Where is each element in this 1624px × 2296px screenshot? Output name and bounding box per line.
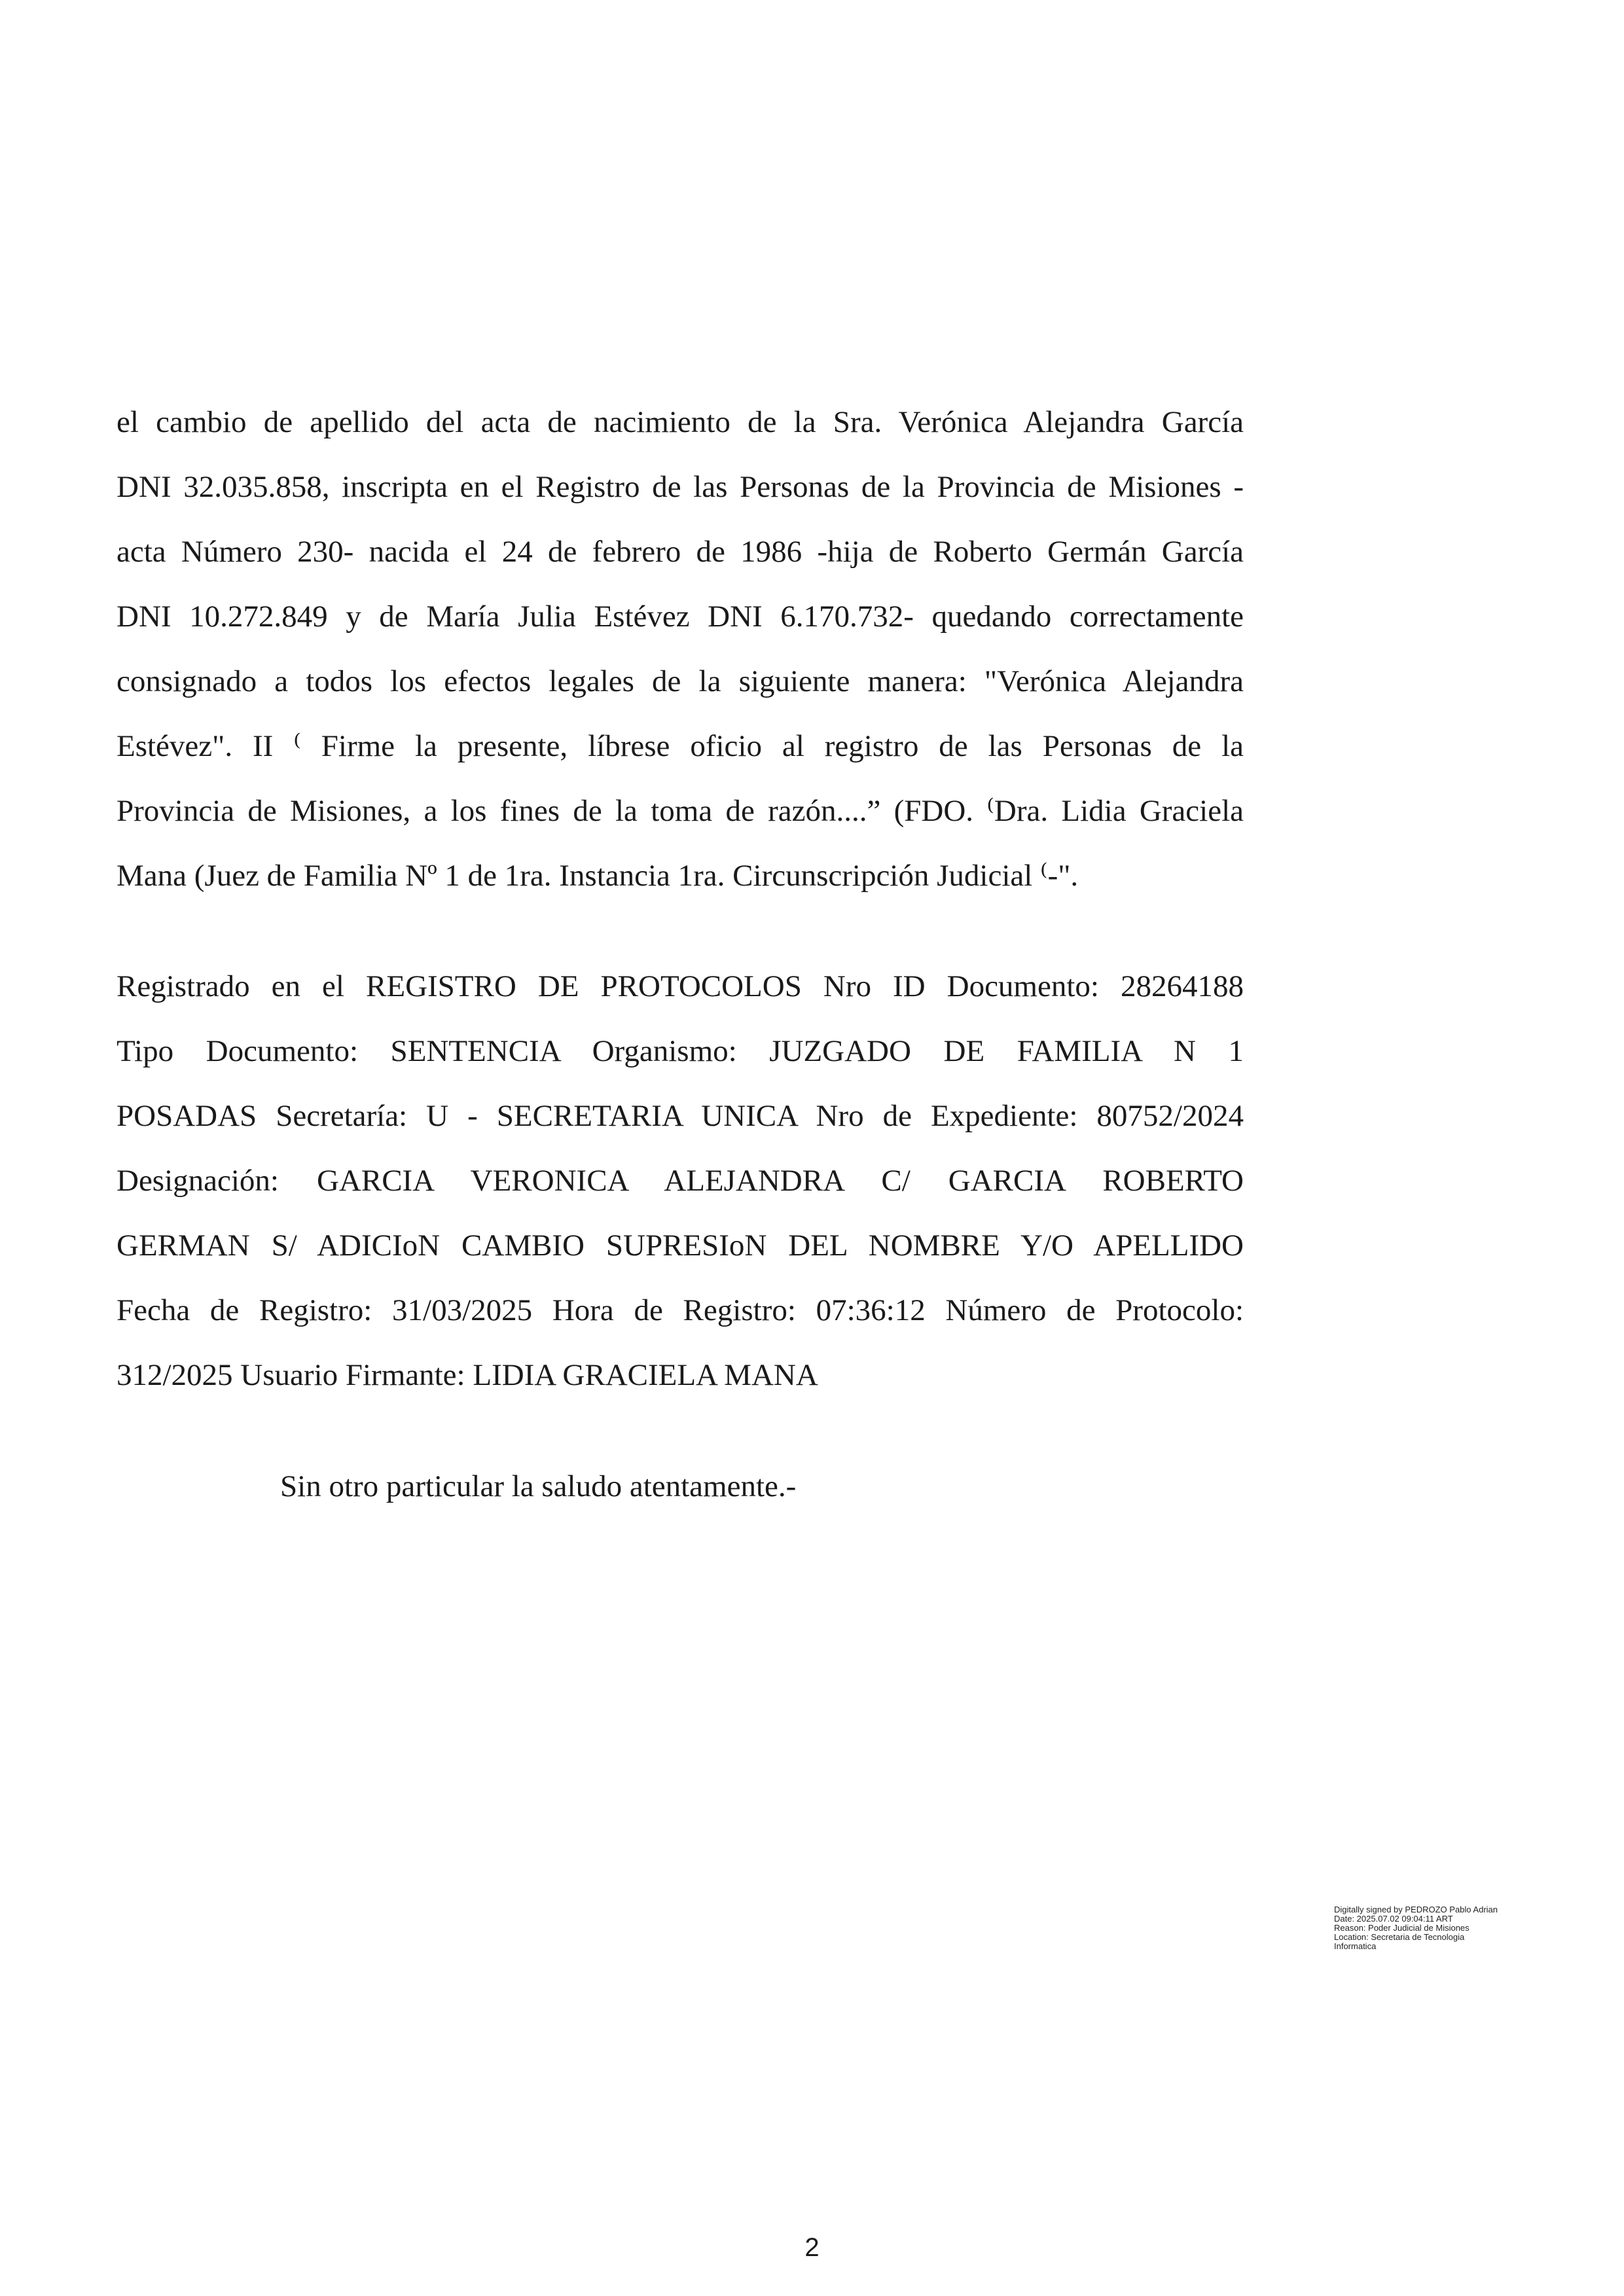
paragraph-line: Provincia de Misiones, a los fines de la toma de razón....” (FDO. ⁽Dra. Lidia Graciela	[117, 794, 1244, 828]
paragraph-line: consignado a todos los efectos legales de la siguiente manera: "Verónica Alejandra	[117, 664, 1244, 698]
signature-location-cont: Informatica	[1334, 1941, 1377, 1951]
signature-signed-by: Digitally signed by PEDROZO Pablo Adrian	[1334, 1905, 1498, 1914]
paragraph-line: Tipo Documento: SENTENCIA Organismo: JUZGADO DE FAMILIA N 1	[117, 1034, 1244, 1068]
paragraph-line: GERMAN S/ ADICIoN CAMBIO SUPRESIoN DEL NOMBRE Y/O APELLIDO	[117, 1229, 1244, 1263]
signature-reason: Reason: Poder Judicial de Misiones	[1334, 1923, 1470, 1933]
resolution-paragraph	[117, 390, 1244, 908]
paragraph-line: Estévez". II ⁽ Firme la presente, líbrese oficio al registro de las Personas de la	[117, 729, 1244, 763]
digital-signature-stamp	[1334, 1905, 1557, 1951]
closing-salutation: Sin otro particular la saludo atentamente.-	[280, 1469, 797, 1503]
signature-date: Date: 2025.07.02 09:04:11 ART	[1334, 1914, 1453, 1924]
paragraph-line: Mana (Juez de Familia Nº 1 de 1ra. Instancia 1ra. Circunscripción Judicial ⁽-".	[117, 859, 1079, 893]
signature-location: Location: Secretaria de Tecnologia	[1334, 1932, 1465, 1942]
paragraph-line: DNI 10.272.849 y de María Julia Estévez DNI 6.170.732- quedando correctamente	[117, 600, 1244, 634]
paragraph-line: el cambio de apellido del acta de nacimiento de la Sra. Verónica Alejandra García	[117, 405, 1244, 439]
paragraph-line: Fecha de Registro: 31/03/2025 Hora de Registro: 07:36:12 Número de Protocolo:	[117, 1293, 1244, 1327]
paragraph-line: 312/2025 Usuario Firmante: LIDIA GRACIELA MANA	[117, 1358, 818, 1392]
paragraph-line: acta Número 230- nacida el 24 de febrero de 1986 -hija de Roberto Germán García	[117, 535, 1244, 569]
paragraph-line: DNI 32.035.858, inscripta en el Registro de las Personas de la Provincia de Misiones -	[117, 470, 1244, 504]
paragraph-line: Registrado en el REGISTRO DE PROTOCOLOS Nro ID Documento: 28264188	[117, 969, 1244, 1003]
registry-paragraph	[117, 954, 1244, 1408]
page-number: 2	[804, 2233, 820, 2262]
paragraph-line: Designación: GARCIA VERONICA ALEJANDRA C/ GARCIA ROBERTO	[117, 1164, 1244, 1198]
paragraph-line: POSADAS Secretaría: U - SECRETARIA UNICA Nro de Expediente: 80752/2024	[117, 1099, 1244, 1133]
